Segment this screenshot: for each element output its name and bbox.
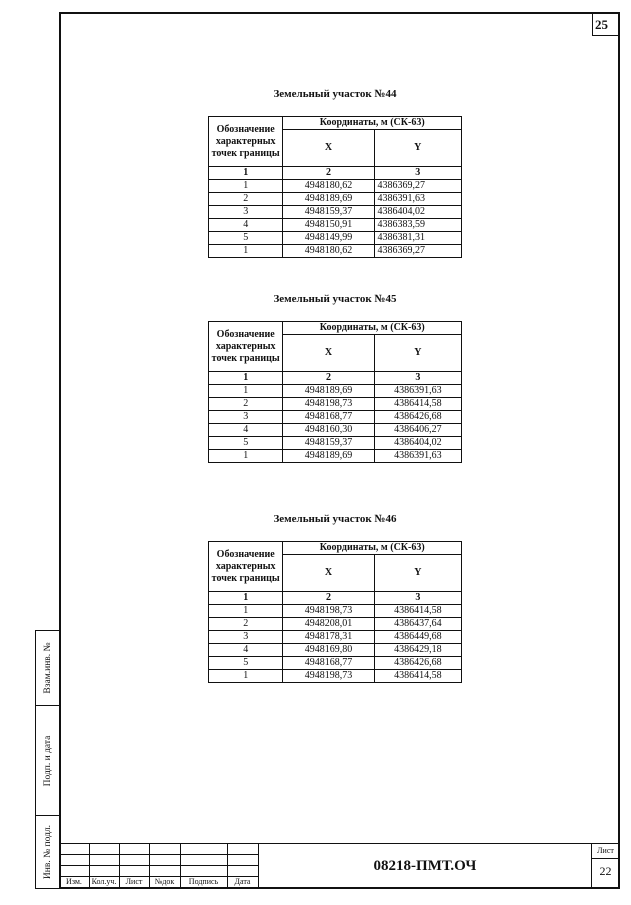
side-stamp-strip xyxy=(35,630,59,889)
column-number-row xyxy=(209,372,462,385)
point-id: 3 xyxy=(209,206,283,219)
col-label-change: Изм. xyxy=(66,877,82,886)
designation-header: Обозначение характерных точек границы xyxy=(209,542,283,592)
plot-title: Земельный участок №46 xyxy=(273,513,397,525)
x-value: 4948149,99 xyxy=(283,232,374,245)
table-row xyxy=(209,219,462,232)
table-row xyxy=(209,657,462,670)
x-value: 4948169,80 xyxy=(283,644,374,657)
coords-header: Координаты, м (СК-63) xyxy=(283,322,462,335)
column-number: 2 xyxy=(283,592,374,605)
side-cell-original-inv xyxy=(36,816,60,888)
table-row xyxy=(209,424,462,437)
plot-section-46 xyxy=(208,513,462,683)
plot-title: Земельный участок №44 xyxy=(273,88,397,100)
side-cell-signature-date xyxy=(36,706,60,816)
revision-grid xyxy=(59,843,258,889)
point-id: 3 xyxy=(209,411,283,424)
sheet-label: Лист xyxy=(592,846,619,859)
point-id: 2 xyxy=(209,193,283,206)
side-label-replace-inv: Взам.инв. № xyxy=(43,642,53,694)
column-number: 3 xyxy=(374,167,461,180)
y-value: 4386406,27 xyxy=(374,424,461,437)
x-value: 4948189,69 xyxy=(283,193,374,206)
column-number: 3 xyxy=(374,372,461,385)
coordinates-table xyxy=(208,116,462,258)
col-label-count: Кол.уч. xyxy=(91,877,117,886)
y-value: 4386414,58 xyxy=(374,605,461,618)
point-id: 1 xyxy=(209,670,283,683)
point-id: 1 xyxy=(209,245,283,258)
point-id: 1 xyxy=(209,450,283,463)
point-id: 4 xyxy=(209,424,283,437)
x-header: X xyxy=(283,555,374,592)
column-number: 2 xyxy=(283,167,374,180)
plot-title: Земельный участок №45 xyxy=(273,293,397,305)
plot-section-45 xyxy=(208,293,462,463)
x-value: 4948159,37 xyxy=(283,437,374,450)
x-value: 4948189,69 xyxy=(283,450,374,463)
y-value: 4386429,18 xyxy=(374,644,461,657)
table-row xyxy=(209,450,462,463)
y-value: 4386369,27 xyxy=(374,245,461,258)
x-value: 4948180,62 xyxy=(283,245,374,258)
table-row xyxy=(209,437,462,450)
coordinates-table xyxy=(208,541,462,683)
designation-header: Обозначение характерных точек границы xyxy=(209,117,283,167)
y-value: 4386391,63 xyxy=(374,193,461,206)
col-label-signature: Подпись xyxy=(188,877,219,886)
y-header: Y xyxy=(374,335,461,372)
x-value: 4948180,62 xyxy=(283,180,374,193)
x-value: 4948159,37 xyxy=(283,206,374,219)
table-row xyxy=(209,605,462,618)
x-value: 4948150,91 xyxy=(283,219,374,232)
y-value: 4386391,63 xyxy=(374,450,461,463)
y-value: 4386426,68 xyxy=(374,657,461,670)
table-row xyxy=(209,670,462,683)
y-value: 4386404,02 xyxy=(374,437,461,450)
table-row xyxy=(209,631,462,644)
y-value: 4386391,63 xyxy=(374,385,461,398)
side-cell-replace-inv xyxy=(36,631,60,706)
point-id: 2 xyxy=(209,618,283,631)
table-row xyxy=(209,398,462,411)
column-number-row xyxy=(209,592,462,605)
point-id: 1 xyxy=(209,180,283,193)
column-number: 2 xyxy=(283,372,374,385)
column-number: 1 xyxy=(209,372,283,385)
y-value: 4386414,58 xyxy=(374,398,461,411)
x-value: 4948189,69 xyxy=(283,385,374,398)
y-header: Y xyxy=(374,555,461,592)
y-value: 4386381,31 xyxy=(374,232,461,245)
side-label-original-inv: Инв. № подл. xyxy=(43,824,53,880)
point-id: 5 xyxy=(209,657,283,670)
coords-header: Координаты, м (СК-63) xyxy=(283,542,462,555)
table-row xyxy=(209,206,462,219)
table-row xyxy=(209,385,462,398)
point-id: 3 xyxy=(209,631,283,644)
sheet-number: 22 xyxy=(599,864,612,878)
y-value: 4386426,68 xyxy=(374,411,461,424)
sheet-number-box xyxy=(591,843,620,889)
x-value: 4948208,01 xyxy=(283,618,374,631)
point-id: 4 xyxy=(209,219,283,232)
y-header: Y xyxy=(374,130,461,167)
point-id: 5 xyxy=(209,437,283,450)
table-row xyxy=(209,618,462,631)
y-value: 4386383,59 xyxy=(374,219,461,232)
x-value: 4948168,77 xyxy=(283,657,374,670)
x-value: 4948198,73 xyxy=(283,398,374,411)
plot-section-44 xyxy=(208,88,462,258)
x-value: 4948198,73 xyxy=(283,605,374,618)
column-number: 3 xyxy=(374,592,461,605)
y-value: 4386449,68 xyxy=(374,631,461,644)
point-id: 1 xyxy=(209,385,283,398)
col-label-doc-no: №док xyxy=(154,877,175,886)
table-row xyxy=(209,245,462,258)
column-number-row xyxy=(209,167,462,180)
table-row xyxy=(209,232,462,245)
column-number: 1 xyxy=(209,592,283,605)
point-id: 2 xyxy=(209,398,283,411)
revision-column-labels xyxy=(59,877,258,889)
point-id: 5 xyxy=(209,232,283,245)
col-label-date: Дата xyxy=(234,877,251,886)
column-number: 1 xyxy=(209,167,283,180)
x-value: 4948168,77 xyxy=(283,411,374,424)
coordinates-table xyxy=(208,321,462,463)
document-code: 08218-ПМТ.ОЧ xyxy=(258,843,591,889)
y-value: 4386414,58 xyxy=(374,670,461,683)
y-value: 4386404,02 xyxy=(374,206,461,219)
designation-header: Обозначение характерных точек границы xyxy=(209,322,283,372)
x-value: 4948178,31 xyxy=(283,631,374,644)
col-label-sheet: Лист xyxy=(125,877,143,886)
table-row xyxy=(209,411,462,424)
side-label-signature-date: Подп. и дата xyxy=(43,735,53,786)
table-row xyxy=(209,193,462,206)
x-value: 4948160,30 xyxy=(283,424,374,437)
table-row xyxy=(209,180,462,193)
y-value: 4386437,64 xyxy=(374,618,461,631)
x-value: 4948198,73 xyxy=(283,670,374,683)
page-number-corner: 25 xyxy=(592,13,619,36)
x-header: X xyxy=(283,335,374,372)
point-id: 1 xyxy=(209,605,283,618)
coords-header: Координаты, м (СК-63) xyxy=(283,117,462,130)
point-id: 4 xyxy=(209,644,283,657)
table-row xyxy=(209,644,462,657)
x-header: X xyxy=(283,130,374,167)
title-block xyxy=(59,843,620,889)
y-value: 4386369,27 xyxy=(374,180,461,193)
